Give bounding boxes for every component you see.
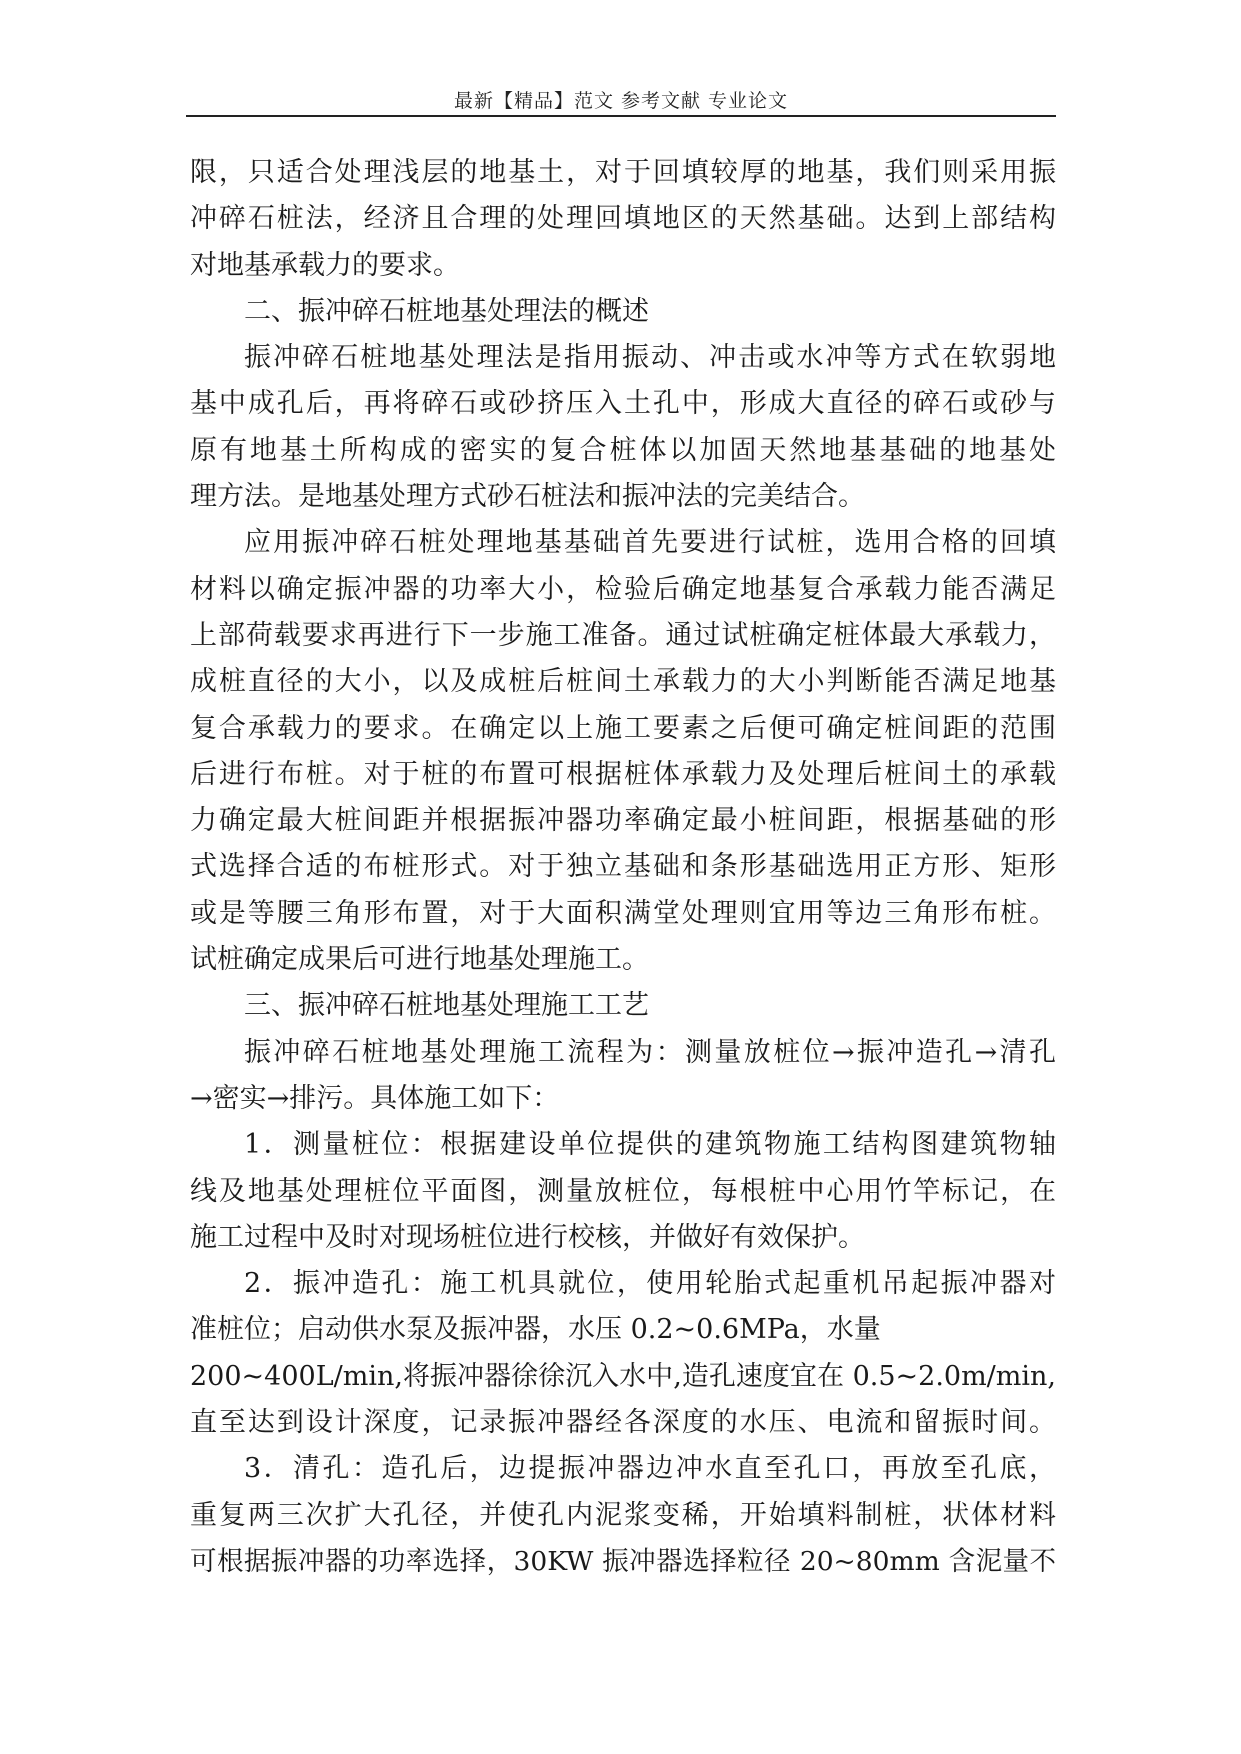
text-line: 三、振冲碎石桩地基处理施工工艺 — [244, 990, 649, 1022]
text-line: 成桩直径的大小，以及成桩后桩间土承载力的大小判断能否满足地基 — [190, 666, 1056, 698]
text-line: 可根据振冲器的功率选择，30KW 振冲器选择粒径 20~80mm 含泥量不 — [190, 1545, 1056, 1577]
text-line: 振冲碎石桩地基处理法是指用振动、冲击或水冲等方式在软弱地 — [244, 342, 1056, 374]
text-line: 线及地基处理桩位平面图，测量放桩位，每根桩中心用竹竿标记，在 — [190, 1175, 1056, 1207]
text-line: →密实→排污。具体施工如下： — [190, 1082, 560, 1114]
text-line: 式选择合适的布桩形式。对于独立基础和条形基础选用正方形、矩形 — [190, 851, 1056, 883]
text-line: 3．清孔：造孔后，边提振冲器边冲水直至孔口，再放至孔底， — [244, 1453, 1056, 1485]
text-line: 1．测量桩位：根据建设单位提供的建筑物施工结构图建筑物轴 — [244, 1129, 1056, 1161]
text-line: 振冲碎石桩地基处理施工流程为：测量放桩位→振冲造孔→清孔 — [244, 1036, 1056, 1068]
document-body — [190, 150, 1056, 1585]
text-line: 直至达到设计深度，记录振冲器经各深度的水压、电流和留振时间。 — [190, 1407, 1056, 1439]
text-line: 力确定最大桩间距并根据振冲器功率确定最小桩间距，根据基础的形 — [190, 805, 1056, 837]
text-line: 200~400L/min,将振冲器徐徐沉入水中,造孔速度宜在 0.5~2.0m/min, — [190, 1360, 1056, 1392]
header-divider — [186, 115, 1056, 117]
text-line: 材料以确定振冲器的功率大小，检验后确定地基复合承载力能否满足 — [190, 573, 1056, 605]
text-line: 准桩位；启动供水泵及振冲器，水压 0.2~0.6MPa，水量 — [190, 1314, 881, 1346]
text-line: 重复两三次扩大孔径，并使孔内泥浆变稀，开始填料制桩，状体材料 — [190, 1499, 1056, 1531]
text-line: 限，只适合处理浅层的地基土，对于回填较厚的地基，我们则采用振 — [190, 157, 1056, 188]
text-line: 二、振冲碎石桩地基处理法的概述 — [244, 295, 649, 327]
text-line: 复合承载力的要求。在确定以上施工要素之后便可确定桩间距的范围 — [190, 712, 1056, 744]
text-line: 原有地基土所构成的密实的复合桩体以加固天然地基基础的地基处 — [190, 434, 1056, 466]
text-line: 基中成孔后，再将碎石或砂挤压入土孔中，形成大直径的碎石或砂与 — [190, 388, 1056, 420]
text-line: 2．振冲造孔：施工机具就位，使用轮胎式起重机吊起振冲器对 — [244, 1268, 1056, 1300]
text-line: 冲碎石桩法，经济且合理的处理回填地区的天然基础。达到上部结构 — [190, 203, 1056, 235]
text-line: 应用振冲碎石桩处理地基基础首先要进行试桩，选用合格的回填 — [244, 527, 1056, 559]
text-line: 试桩确定成果后可进行地基处理施工。 — [190, 944, 649, 976]
text-line: 或是等腰三角形布置，对于大面积满堂处理则宜用等边三角形布桩。 — [190, 897, 1056, 929]
text-line: 施工过程中及时对现场桩位进行校核，并做好有效保护。 — [190, 1221, 865, 1253]
text-line: 理方法。是地基处理方式砂石桩法和振冲法的完美结合。 — [190, 481, 865, 513]
text-line: 对地基承载力的要求。 — [190, 249, 460, 281]
text-line: 后进行布桩。对于桩的布置可根据桩体承载力及处理后桩间土的承载 — [190, 758, 1056, 790]
text-line: 上部荷载要求再进行下一步施工准备。通过试桩确定桩体最大承载力， — [190, 619, 1056, 651]
page-header: 最新【精品】范文 参考文献 专业论文 — [453, 90, 789, 112]
